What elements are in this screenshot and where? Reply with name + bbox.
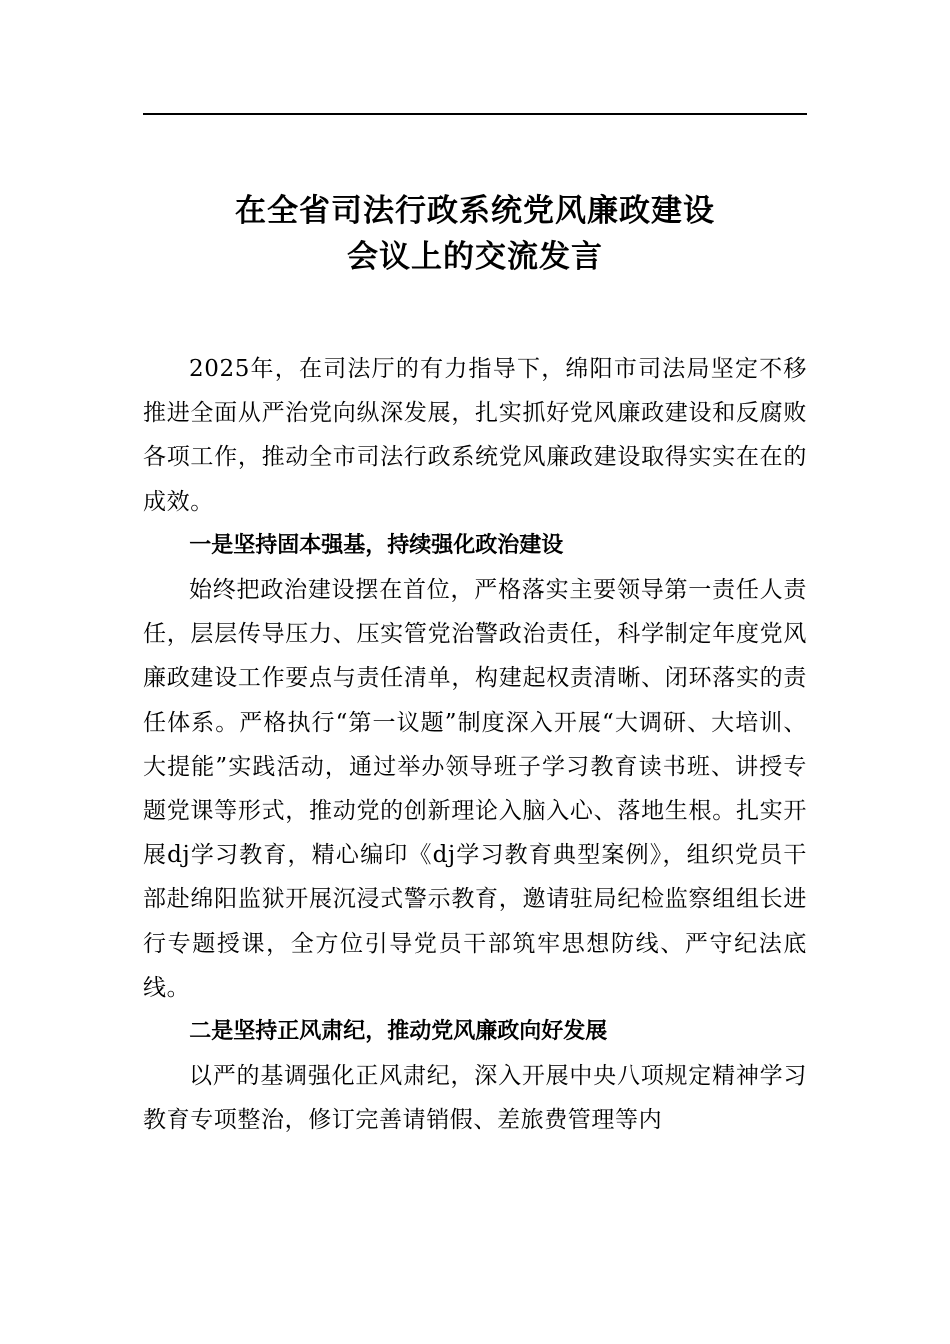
- section-paragraph-2: 以严的基调强化正风肃纪，深入开展中央八项规定精神学习教育专项整治，修订完善请销假、差旅费管理等内: [143, 1063, 807, 1134]
- intro-paragraph: 2025年，在司法厅的有力指导下，绵阳市司法局坚定不移推进全面从严治党向纵深发展，扎实抓好党风廉政建设和反腐败各项工作，推动全市司法行政系统党风廉政建设取得实实在在的成效。: [143, 356, 807, 515]
- document-title: [143, 188, 807, 280]
- title-line-1: 在全省司法行政系统党风廉政建设: [235, 193, 715, 229]
- title-line-2: 会议上的交流发言: [347, 239, 603, 275]
- section-heading-2: 二是坚持正风肃纪，推动党风廉政向好发展: [189, 1019, 608, 1045]
- section-heading-1: 一是坚持固本强基，持续强化政治建设: [189, 532, 564, 558]
- section-paragraph-1: 始终把政治建设摆在首位，严格落实主要领导第一责任人责任，层层传导压力、压实管党治警政治责任，科学制定年度党风廉政建设工作要点与责任清单，构建起权责清晰、闭环落实的责任体系。严格执行“第一议题”制度深入开展“大调研、大培训、大提能”实践活动，通过举办领导班子学习教育读书班、讲授专题党课等形式，推动党的创新理论入脑入心、落地生根。扎实开展dj学习教育，精心编印《dj学习教育典型案例》，组织党员干部赴绵阳监狱开展沉浸式警示教育，邀请驻局纪检监察组组长进行专题授课，全方位引导党员干部筑牢思想防线、严守纪法底线。: [143, 577, 807, 1001]
- header-rule: [143, 113, 807, 115]
- document-body: [143, 347, 807, 1143]
